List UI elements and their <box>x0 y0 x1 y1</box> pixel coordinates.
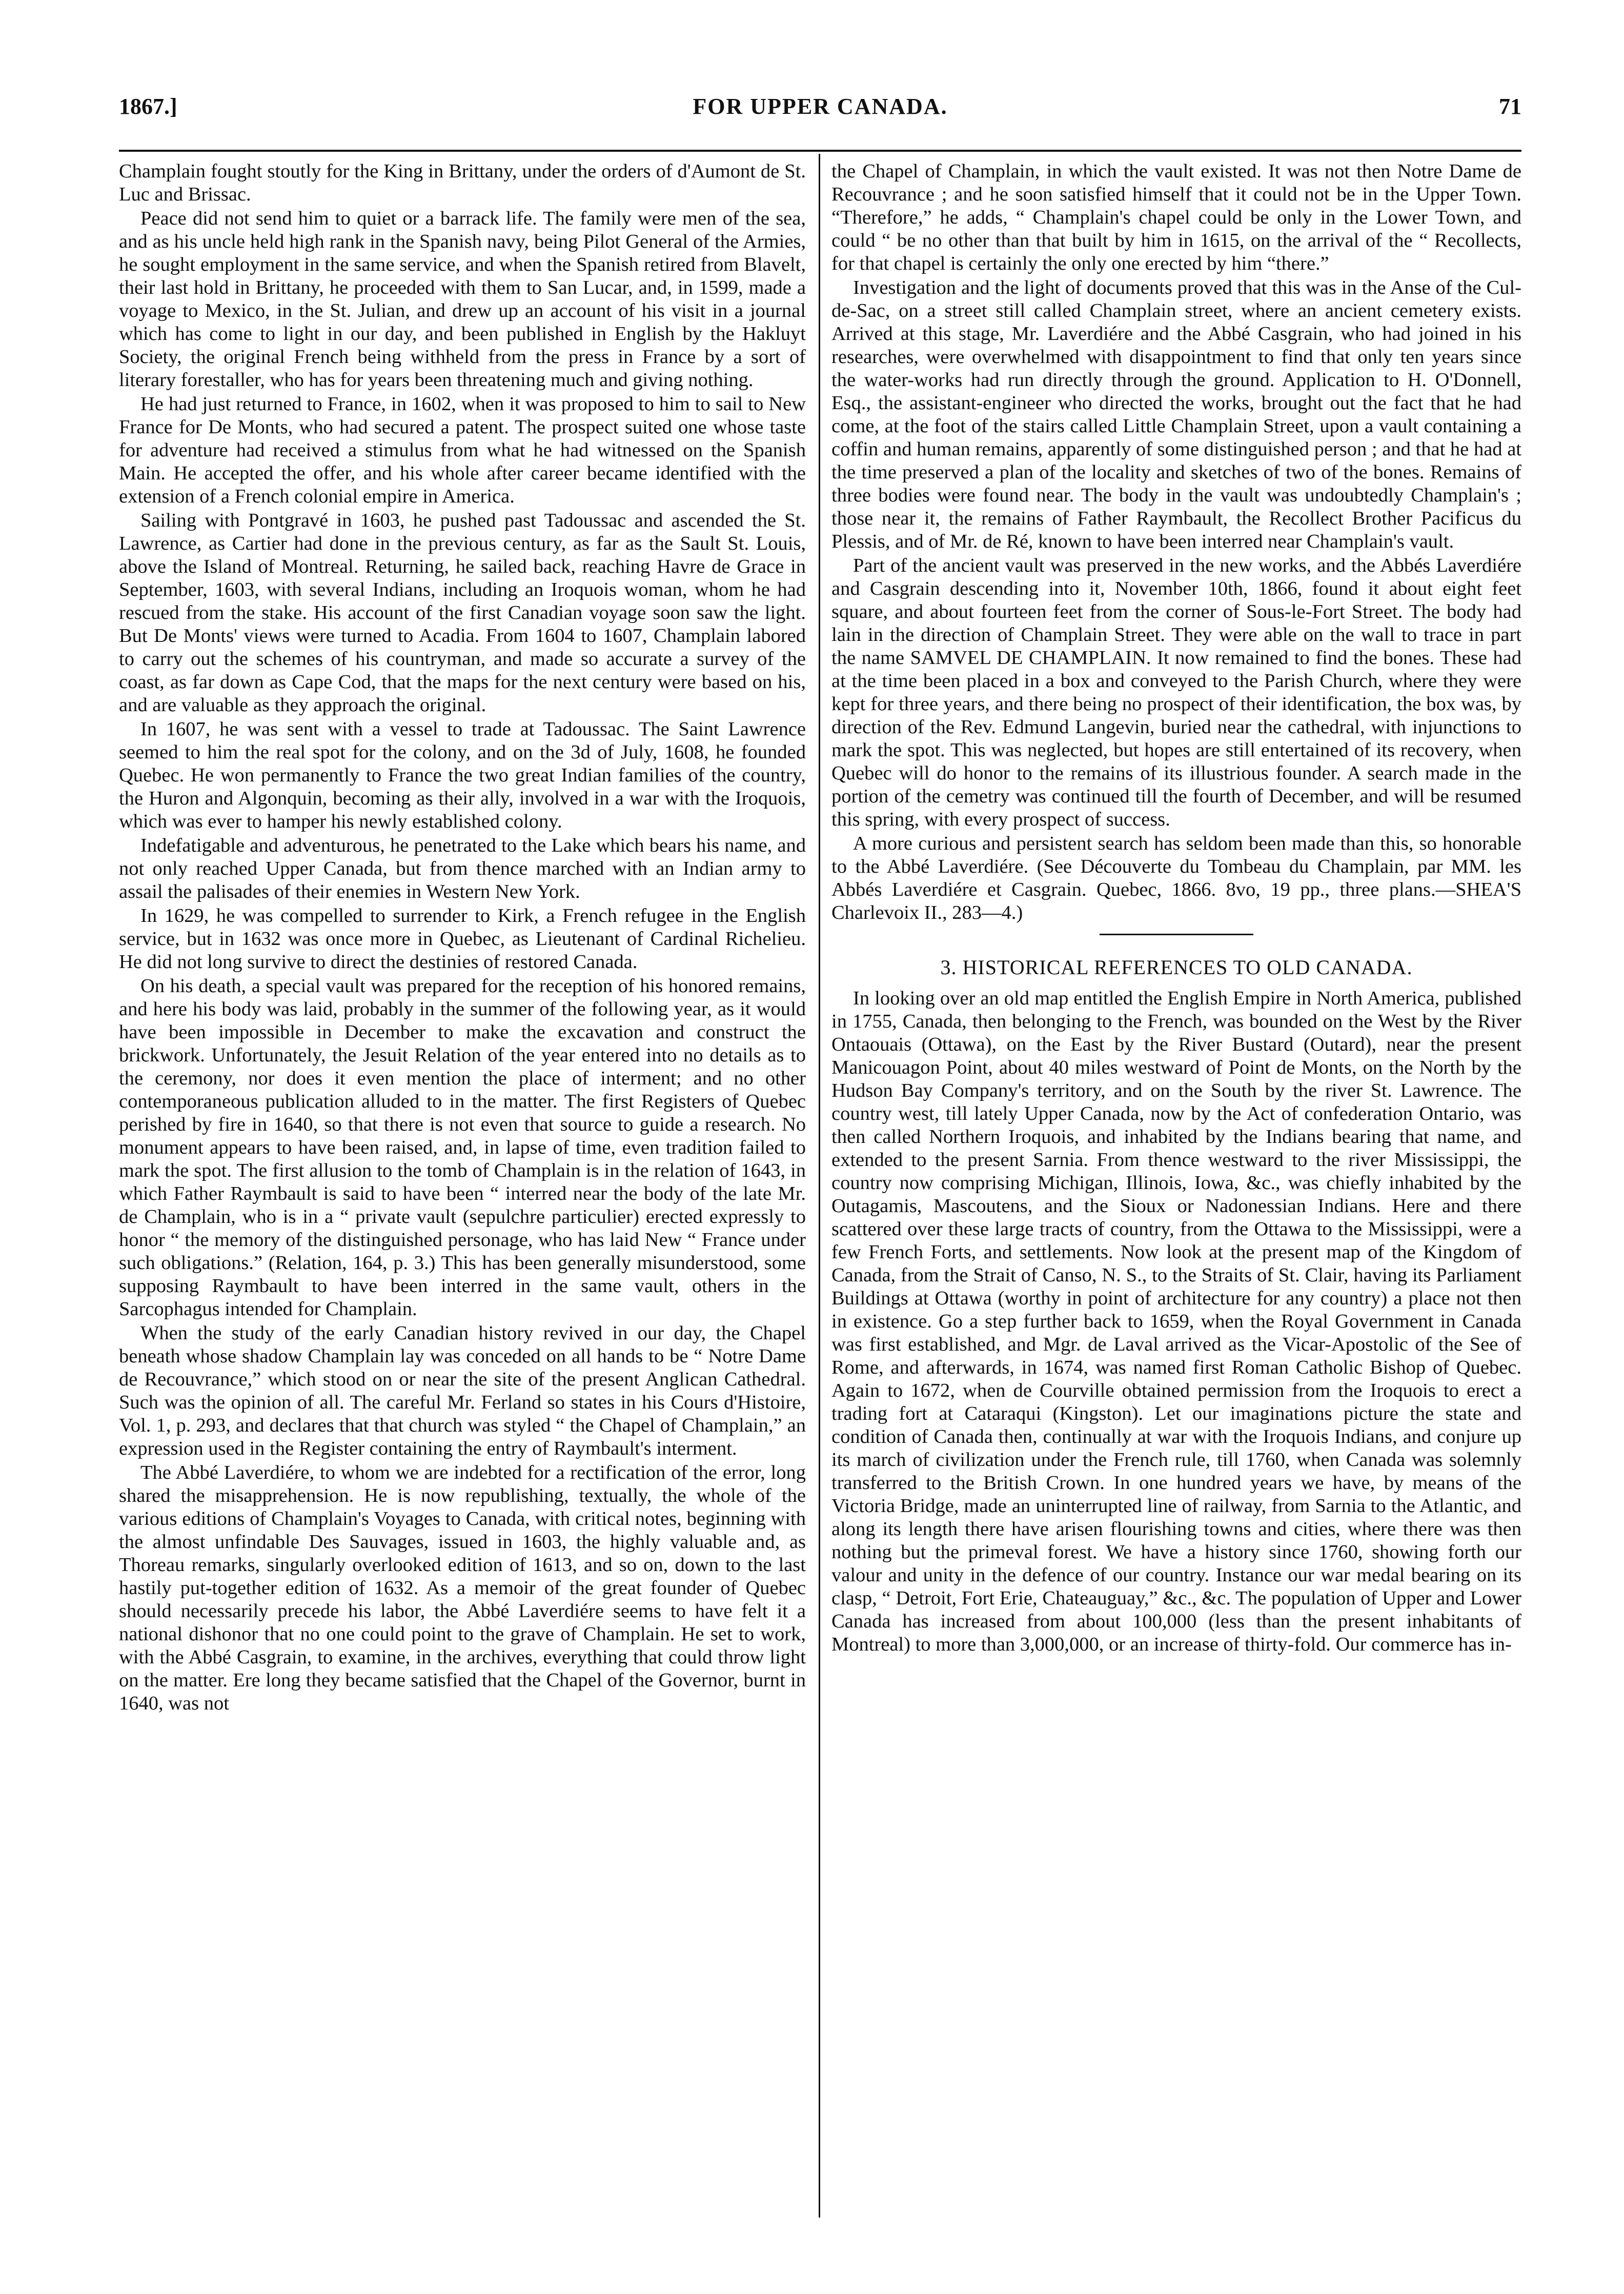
paragraph: The Abbé Laverdiére, to whom we are indebted for a rectification of the error, long shared the misapprehension. He is now republishing, textually, the whole of the various editions of Champlain's Voyages to Canada, with critical notes, beginning with the almost unfindable Des Sauvages, issued in 1603, the highly valuable and, as Thoreau remarks, singularly overlooked edition of 1613, and so on, down to the last hastily put-together edition of 1632. As a memoir of the great founder of Quebec should necessarily precede his labor, the Abbé Laverdiére seems to have felt it a national dishonor that no one could point to the grave of Champlain. He set to work, with the Abbé Casgrain, to examine, in the archives, everything that could throw light on the matter. Ere long they became satisfied that the Chapel of the Governor, burnt in 1640, was not <box>119 1462 806 1714</box>
header-year: 1867.] <box>119 94 177 119</box>
running-header <box>119 82 1521 128</box>
paragraph: Champlain fought stoutly for the King in Brittany, under the orders of d'Aumont de St. Luc and Brissac. <box>119 160 806 205</box>
paragraph: Investigation and the light of documents proved that this was in the Anse of the Cul-de-Sac, on a street still called Champlain street, where an ancient cemetery exists. Arrived at this stage, Mr. Laverdiére and the Abbé Casgrain, who had joined in his researches, were overwhelmed with disappointment to find that only ten years since the water-works had run directly through the ground. Application to H. O'Donnell, Esq., the assistant-engineer who directed the works, brought out the fact that he had come, at the foot of the stairs called Little Champlain Street, upon a vault containing a coffin and human remains, apparently of some distinguished person ; and that he had at the time preserved a plan of the locality and sketches of two of the bones. Remains of three bodies were found near. The body in the vault was undoubtedly Champlain's ; those near it, the remains of Father Raymbault, the Recollect Brother Pacificus du Plessis, and of Mr. de Ré, known to have been interred near Champlain's vault. <box>831 277 1521 552</box>
paragraph: Peace did not send him to quiet or a barrack life. The family were men of the sea, and as his uncle held high rank in the Spanish navy, being Pilot General of the Armies, he sought employment in the same service, and when the Spanish retired from Blavelt, their last hold in Brittany, he proceeded with them to San Lucar, and, in 1599, made a voyage to Mexico, in the St. Julian, and drew up an account of his visit in a journal which has come to light in our day, and been published in English by the Hakluyt Society, the original French being withheld from the press in France by a sort of literary forestaller, who has for years been threatening much and giving nothing. <box>119 208 806 391</box>
paragraph: On his death, a special vault was prepared for the reception of his honored remains, and here his body was laid, probably in the summer of the following year, as it would have been impossible in December to make the excavation and construct the brickwork. Unfortunately, the Jesuit Relation of the year entered into no details as to the ceremony, nor does it even mention the place of interment; and no other contemporaneous publication alluded to in the matter. The first Registers of Quebec perished by fire in 1640, so that there is not even that source to guide a research. No monument appears to have been raised, and, in lapse of time, even tradition failed to mark the spot. The first allusion to the tomb of Champlain is in the relation of 1643, in which Father Raymbault is said to have been “ interred near the body of the late Mr. de Champlain, who is in a “ private vault (sepulchre particulier) erected expressly to honor “ the memory of the distinguished personage, who has laid New “ France under such obligations.” (Relation, 164, p. 3.) This has been generally misunderstood, some supposing Raymbault to have been interred in the same vault, others in the Sarcophagus intended for Champlain. <box>119 975 806 1320</box>
paragraph: He had just returned to France, in 1602, when it was proposed to him to sail to New France for De Monts, who had secured a patent. The prospect suited one whose taste for adventure had received a stimulus from what he had witnessed on the Spanish Main. He accepted the offer, and his whole after career became identified with the extension of a French colonial empire in America. <box>119 393 806 507</box>
paragraph: Sailing with Pontgravé in 1603, he pushed past Tadoussac and ascended the St. Lawrence, as Cartier had done in the previous century, as far as the Sault St. Louis, above the Island of Montreal. Returning, he sailed back, reaching Havre de Grace in September, 1603, with several Indians, including an Iroquois woman, whom he had rescued from the stake. His account of the first Canadian voyage soon saw the light. But De Monts' views were turned to Acadia. From 1604 to 1607, Champlain labored to carry out the schemes of his countryman, and made so accurate a survey of the coast, as far down as Cape Cod, that the maps for the next century were based on his, and are valuable as they approach the original. <box>119 510 806 716</box>
paragraph: the Chapel of Champlain, in which the vault existed. It was not then Notre Dame de Recouvrance ; and he soon satisfied himself that it could not be in the Upper Town. “Therefore,” he adds, “ Champlain's chapel could be only in the Lower Town, and could “ be no other than that built by him in 1615, on the arrival of the “ Recollects, for that chapel is certainly the only one erected by him “there.” <box>831 160 1521 274</box>
page-number: 71 <box>1499 94 1521 119</box>
column-divider <box>819 154 820 2218</box>
section-heading: 3. HISTORICAL REFERENCES TO OLD CANADA. <box>940 956 1413 979</box>
right-column <box>831 160 1521 2216</box>
paragraph: When the study of the early Canadian history revived in our day, the Chapel beneath whose shadow Champlain lay was conceded on all hands to be “ Notre Dame de Recouvrance,” which stood on or near the site of the present Anglican Cathedral. Such was the opinion of all. The careful Mr. Ferland so states in his Cours d'Histoire, Vol. 1, p. 293, and declares that that church was styled “ the Chapel of Champlain,” an expression used in the Register containing the entry of Raymbault's interment. <box>119 1322 806 1459</box>
header-rule <box>119 150 1521 152</box>
section-divider <box>1100 934 1253 935</box>
paragraph: Indefatigable and adventurous, he penetrated to the Lake which bears his name, and not only reached Upper Canada, but from thence marched with an Indian army to assail the palisades of their enemies in Western New York. <box>119 835 806 902</box>
paragraph: A more curious and persistent search has seldom been made than this, so honorable to the Abbé Laverdiére. (See Découverte du Tombeau du Champlain, par MM. les Abbés Laverdiére et Casgrain. Quebec, 1866. 8vo, 19 pp., three plans.—SHEA'S Charlevoix II., 283—4.) <box>831 833 1521 923</box>
header-title: FOR UPPER CANADA. <box>693 94 948 119</box>
left-column <box>119 160 806 2216</box>
paragraph: In 1629, he was compelled to surrender to Kirk, a French refugee in the English service, but in 1632 was once more in Quebec, as Lieutenant of Cardinal Richelieu. He did not long survive to direct the destinies of restored Canada. <box>119 905 806 973</box>
paragraph: In looking over an old map entitled the English Empire in North America, published in 1755, Canada, then belonging to the French, was bounded on the West by the River Ontaouais (Ottawa), on the East by the River Bustard (Outard), near the present Manicouagon Point, about 40 miles westward of Point de Monts, on the North by the Hudson Bay Company's territory, and on the South by the river St. Lawrence. The country west, till lately Upper Canada, now by the Act of confederation Ontario, was then called Northern Iroquois, and inhabited by the Indians bearing that name, and extended to the present Sarnia. From thence westward to the river Mississippi, the country now comprising Michigan, Illinois, Iowa, &c., was chiefly inhabited by the Outagamis, Mascoutens, and the Sioux or Nadonessian Indians. Here and there scattered over these large tracts of country, from the Ottawa to the Mississippi, were a few French Forts, and settlements. Now look at the present map of the Kingdom of Canada, from the Strait of Canso, N. S., to the Straits of St. Clair, having its Parliament Buildings at Ottawa (worthy in point of architecture for any country) a place not then in existence. Go a step further back to 1659, when the Royal Government in Canada was first established, and Mgr. de Laval arrived as the Vicar-Apostolic of the See of Rome, and afterwards, in 1674, was named first Roman Catholic Bishop of Quebec. Again to 1672, when de Courville obtained permission from the Iroquois to erect a trading fort at Cataraqui (Kingston). Let our imaginations picture the state and condition of Canada then, continually at war with the Iroquois Indians, and conjure up its march of civilization under the French rule, till 1760, when Canada was solemnly transferred to the British Crown. In one hundred years we have, by means of the Victoria Bridge, made an uninterrupted line of railway, from Sarnia to the Atlantic, and along its length there have arisen flourishing towns and cities, where there was then nothing but the primeval forest. We have a history since 1760, showing forth our valour and unity in the defence of our country. Instance our war medal bearing on its clasp, “ Detroit, Fort Erie, Chateauguay,” &c., &c. The population of Upper and Lower Canada has increased from about 100,000 (less than the present inhabitants of Montreal) to more than 3,000,000, or an increase of thirty-fold. Our commerce has in- <box>831 988 1521 1655</box>
paragraph: Part of the ancient vault was preserved in the new works, and the Abbés Laverdiére and Casgrain descending into it, November 10th, 1866, found it about eight feet square, and about fourteen feet from the corner of Sous-le-Fort Street. The body had lain in the direction of Champlain Street. They were able on the wall to trace in part the name SAMVEL DE CHAMPLAIN. It now remained to find the bones. These had at the time been placed in a box and conveyed to the Parish Church, where they were kept for three years, and there being no prospect of their identification, the box was, by direction of the Rev. Edmund Langevin, buried near the cathedral, with injunctions to mark the spot. This was neglected, but hopes are still entertained of its recovery, when Quebec will do honor to the remains of its illustrious founder. A search made in the portion of the cemetry was continued till the fourth of December, and will be resumed this spring, with every prospect of success. <box>831 555 1521 830</box>
paragraph: In 1607, he was sent with a vessel to trade at Tadoussac. The Saint Lawrence seemed to him the real spot for the colony, and on the 3d of July, 1608, he founded Quebec. He won permanently to France the two great Indian families of the country, the Huron and Algonquin, becoming as their ally, involved in a war with the Iroquois, which was ever to hamper his newly established colony. <box>119 718 806 832</box>
